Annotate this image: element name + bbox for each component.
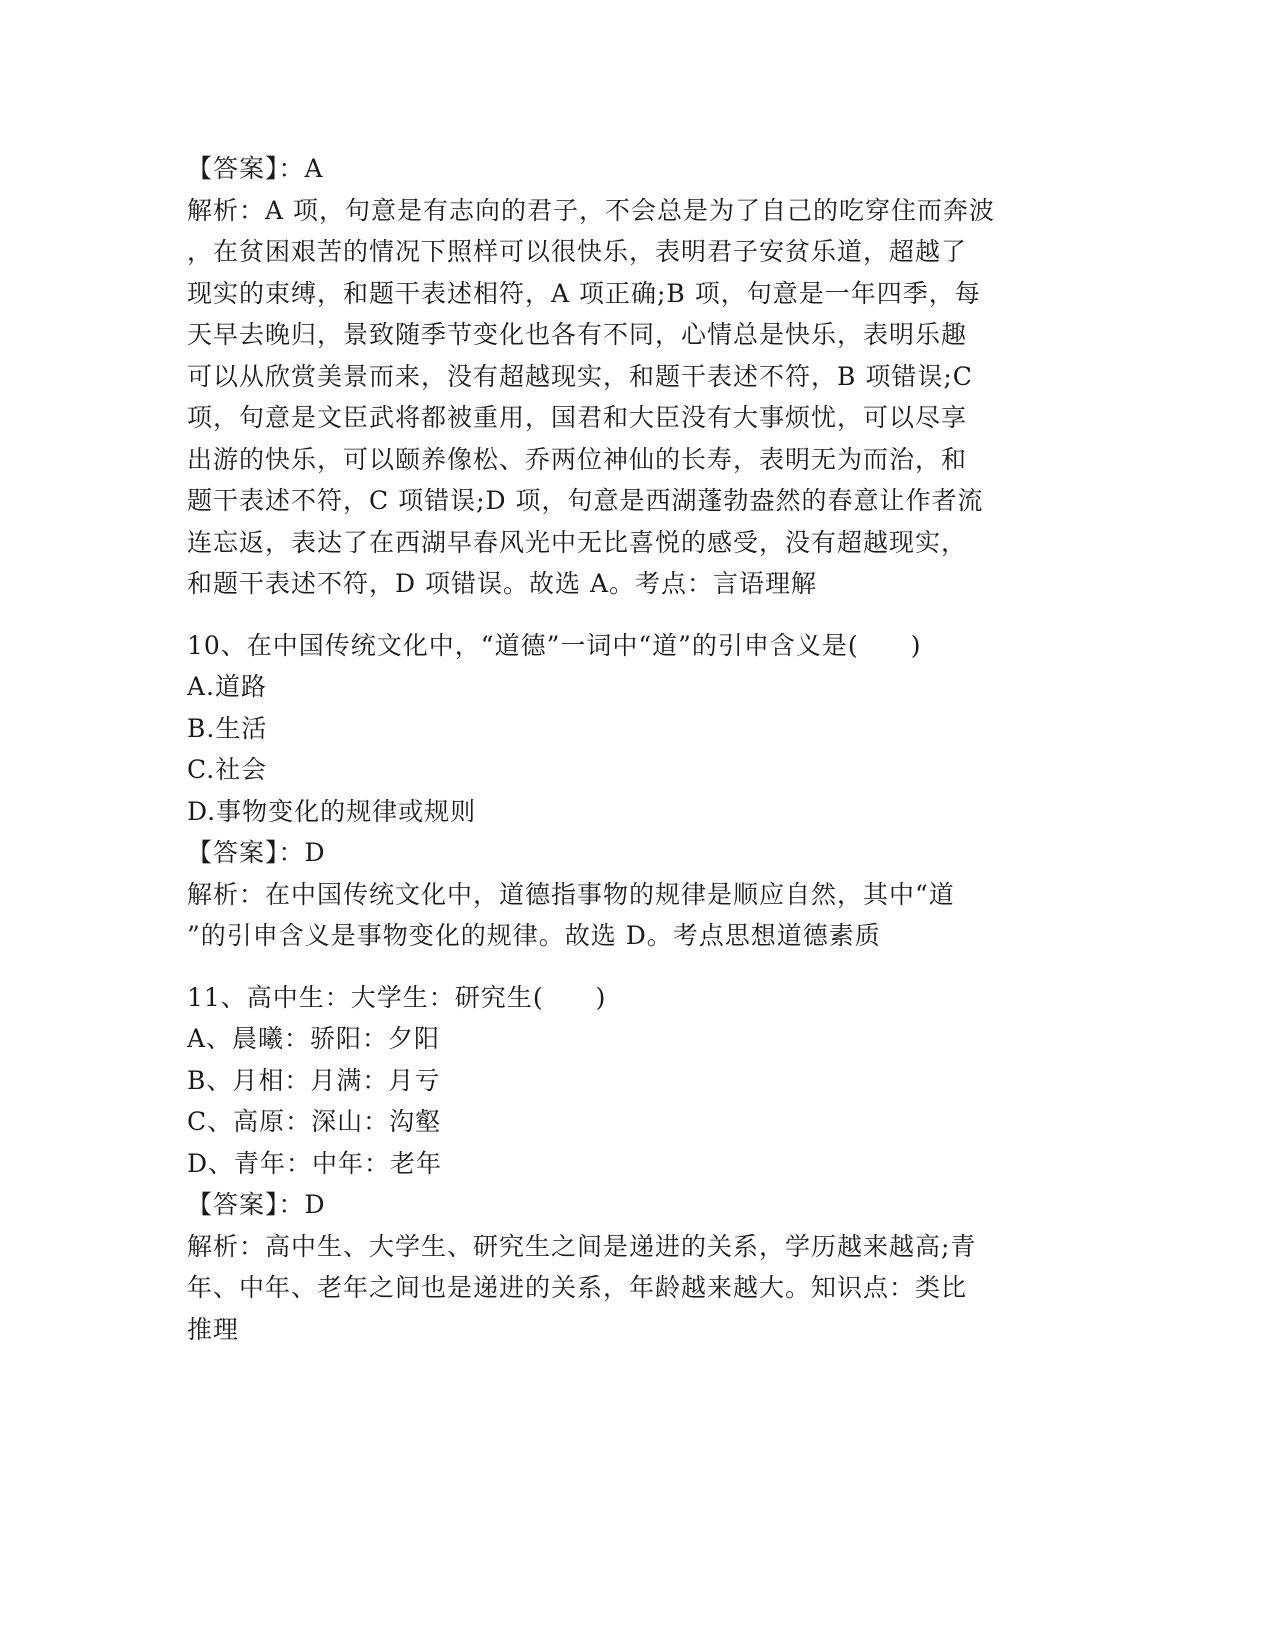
analysis-line: 和题干表述不符，D 项错误。故选 A。考点：言语理解 xyxy=(187,569,817,598)
option-b: B、月相：月满：月亏 xyxy=(187,1065,441,1095)
option-a: A、晨曦：骄阳：夕阳 xyxy=(187,1024,441,1053)
option-a: A.道路 xyxy=(187,672,268,701)
question-11 xyxy=(187,977,1087,1351)
option-d: D.事物变化的规律或规则 xyxy=(187,796,477,826)
analysis-line: ，在贫困艰苦的情况下照样可以很快乐，表明君子安贫乐道，超越了 xyxy=(187,237,968,266)
analysis-line: 年、中年、老年之间也是递进的关系，年龄越来越大。知识点：类比 xyxy=(187,1273,968,1302)
question-text: 10、在中国传统文化中，“道德”一词中“道”的引申含义是( ) xyxy=(187,630,922,660)
answer-line: 【答案】：A xyxy=(187,154,324,183)
analysis-line: 项，句意是文臣武将都被重用，国君和大臣没有大事烦忧，可以尽享 xyxy=(187,403,968,432)
analysis-paragraph xyxy=(187,190,1087,605)
analysis-line: 现实的束缚，和题干表述相符，A 项正确;B 项，句意是一年四季，每 xyxy=(187,278,981,308)
question-text: 11、高中生：大学生：研究生( ) xyxy=(187,982,607,1012)
answer-line: 【答案】：D xyxy=(187,1190,326,1219)
document-body xyxy=(187,148,1087,1350)
analysis-line: 题干表述不符，C 项错误;D 项，句意是西湖蓬勃盎然的春意让作者流 xyxy=(187,486,984,515)
answer-line: 【答案】：D xyxy=(187,838,326,867)
question-10 xyxy=(187,625,1087,957)
analysis-line: ”的引申含义是事物变化的规律。故选 D。考点思想道德素质 xyxy=(187,921,881,950)
analysis-line: 出游的快乐，可以颐养像松、乔两位神仙的长寿，表明无为而治，和 xyxy=(187,444,968,474)
option-b: B.生活 xyxy=(187,713,268,743)
analysis-line: 连忘返，表达了在西湖早春风光中无比喜悦的感受，没有超越现实， xyxy=(187,527,968,557)
option-c: C、高原：深山：沟壑 xyxy=(187,1107,442,1136)
analysis-line: 天早去晚归，景致随季节变化也各有不同，心情总是快乐，表明乐趣 xyxy=(187,320,968,349)
analysis-line: 推理 xyxy=(187,1314,240,1344)
analysis-line: 可以从欣赏美景而来，没有超越现实，和题干表述不符，B 项错误;C xyxy=(187,361,973,391)
option-d: D、青年：中年：老年 xyxy=(187,1148,443,1178)
analysis-line: 解析：在中国传统文化中，道德指事物的规律是顺应自然，其中“道 xyxy=(187,879,955,909)
analysis-line: 解析：高中生、大学生、研究生之间是递进的关系，学历越来越高;青 xyxy=(187,1231,977,1261)
analysis-line: 解析：A 项，句意是有志向的君子，不会总是为了自己的吃穿住而奔波 xyxy=(187,195,996,225)
option-c: C.社会 xyxy=(187,755,268,784)
